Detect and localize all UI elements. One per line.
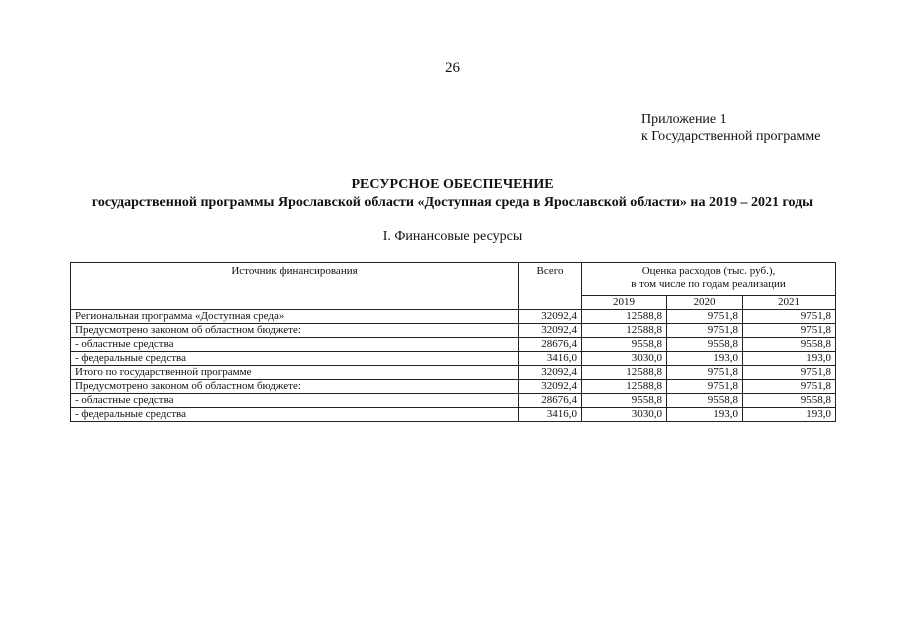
row-label: - областные средства — [71, 394, 519, 408]
row-2020: 9558,8 — [667, 338, 743, 352]
header-estimate — [582, 263, 836, 296]
row-2020: 193,0 — [667, 408, 743, 422]
row-total: 3416,0 — [519, 408, 582, 422]
row-2019: 12588,8 — [582, 310, 667, 324]
row-2020: 9751,8 — [667, 324, 743, 338]
row-2019: 12588,8 — [582, 366, 667, 380]
row-label: - областные средства — [71, 338, 519, 352]
row-2019: 12588,8 — [582, 380, 667, 394]
table-row — [71, 394, 836, 408]
header-year-2019: 2019 — [582, 296, 667, 310]
row-total: 32092,4 — [519, 380, 582, 394]
row-label: Предусмотрено законом об областном бюджете: — [71, 380, 519, 394]
table-row — [71, 310, 836, 324]
appendix-line-1: Приложение 1 — [641, 112, 727, 127]
header-source: Источник финансирования — [71, 263, 519, 310]
table-row — [71, 338, 836, 352]
table-row — [71, 352, 836, 366]
financial-resources-table — [70, 262, 836, 422]
row-label: Региональная программа «Доступная среда» — [71, 310, 519, 324]
row-2021: 9751,8 — [743, 380, 836, 394]
section-title: I. Финансовые ресурсы — [382, 229, 523, 244]
row-label: Предусмотрено законом об областном бюджете: — [71, 324, 519, 338]
row-total: 28676,4 — [519, 394, 582, 408]
title-line-2: государственной программы Ярославской области «Доступная среда в Ярославской области» на 2019 – 2021 годы — [91, 195, 814, 210]
row-2021: 9751,8 — [743, 324, 836, 338]
row-total: 32092,4 — [519, 310, 582, 324]
row-label: - федеральные средства — [71, 408, 519, 422]
row-total: 32092,4 — [519, 366, 582, 380]
header-year-2021: 2021 — [743, 296, 836, 310]
row-2021: 193,0 — [743, 408, 836, 422]
row-2020: 9751,8 — [667, 366, 743, 380]
row-total: 28676,4 — [519, 338, 582, 352]
document-title — [0, 176, 905, 212]
appendix-note — [641, 111, 820, 145]
table-row — [71, 324, 836, 338]
row-2020: 193,0 — [667, 352, 743, 366]
table-body — [71, 310, 836, 422]
title-line-1: РЕСУРСНОЕ ОБЕСПЕЧЕНИЕ — [351, 177, 554, 192]
appendix-line-2: к Государственной программе — [641, 129, 821, 144]
header-estimate-line-2: в том числе по годам реализации — [631, 278, 786, 290]
header-estimate-line-1: Оценка расходов (тыс. руб.), — [641, 265, 776, 277]
row-2021: 193,0 — [743, 352, 836, 366]
row-2021: 9751,8 — [743, 310, 836, 324]
row-label: - федеральные средства — [71, 352, 519, 366]
row-2021: 9751,8 — [743, 366, 836, 380]
row-2019: 12588,8 — [582, 324, 667, 338]
table-row — [71, 366, 836, 380]
row-2021: 9558,8 — [743, 338, 836, 352]
row-2019: 9558,8 — [582, 394, 667, 408]
row-2020: 9751,8 — [667, 310, 743, 324]
row-2020: 9751,8 — [667, 380, 743, 394]
row-2021: 9558,8 — [743, 394, 836, 408]
table-row — [71, 408, 836, 422]
row-2019: 3030,0 — [582, 408, 667, 422]
header-total: Всего — [519, 263, 582, 310]
page-number: 26 — [445, 60, 460, 76]
row-total: 32092,4 — [519, 324, 582, 338]
row-2020: 9558,8 — [667, 394, 743, 408]
row-label: Итого по государственной программе — [71, 366, 519, 380]
row-total: 3416,0 — [519, 352, 582, 366]
row-2019: 3030,0 — [582, 352, 667, 366]
table-row — [71, 380, 836, 394]
header-year-2020: 2020 — [667, 296, 743, 310]
row-2019: 9558,8 — [582, 338, 667, 352]
